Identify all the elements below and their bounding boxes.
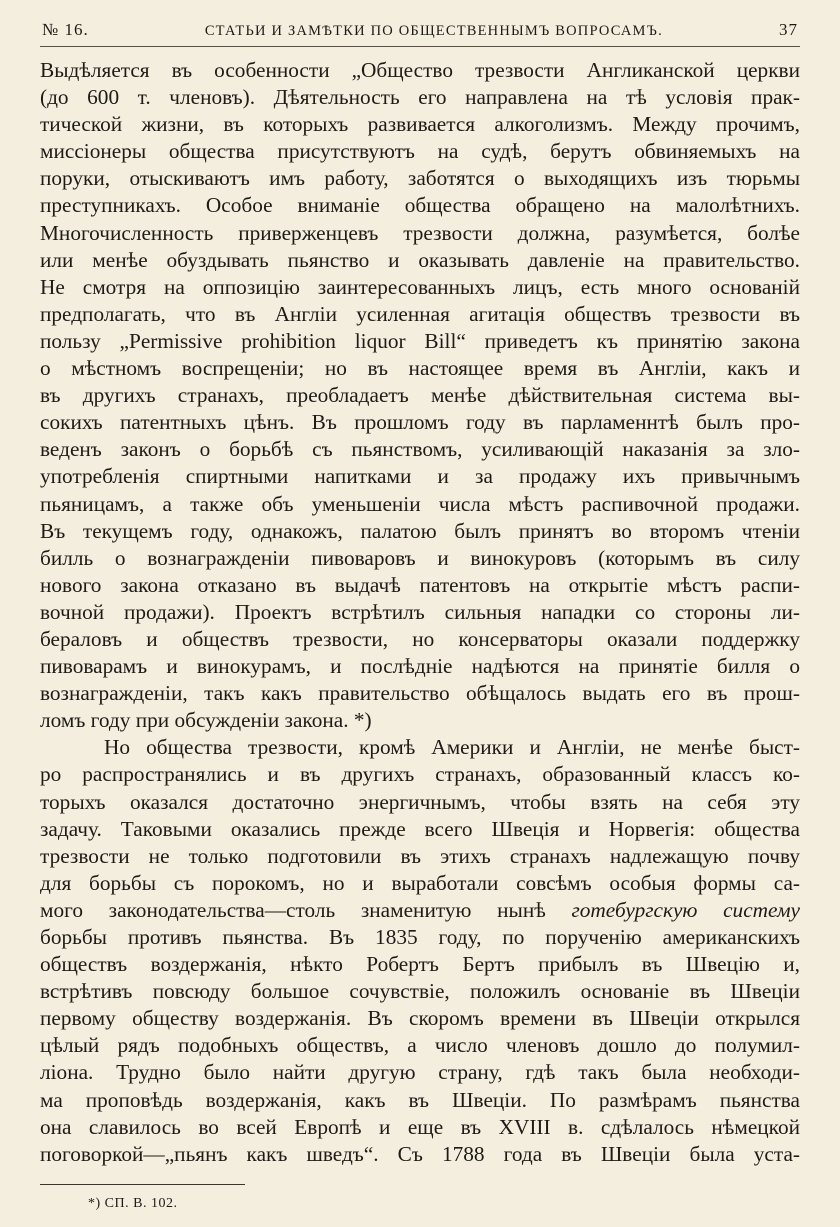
text-line: пивоварамъ и винокурамъ, и послѣдніе надѣются на принятіе билля о (40, 654, 800, 679)
text-line: Но общества трезвости, кромѣ Америки и Англіи, не менѣе быст- (104, 735, 800, 760)
text-line: тической жизни, въ которыхъ развивается алкоголизмъ. Между прочимъ, (40, 112, 800, 137)
text-line: встрѣтивъ повсюду большое сочувствіе, положилъ основаніе въ Швеціи (40, 979, 800, 1004)
emphasis: готебургскую систему (571, 897, 800, 922)
text-line: ро распространялись и въ другихъ странахъ, образованный классъ ко- (40, 762, 800, 787)
text-line: цѣлый рядъ подобныхъ обществъ, а число членовъ дошло до полумил- (40, 1033, 800, 1058)
text-line: преступникахъ. Особое вниманіе общества обращено на малолѣтнихъ. (40, 193, 800, 218)
text-line: обществъ воздержанія, нѣкто Робертъ Бертъ прибылъ въ Швецію и, (40, 952, 800, 977)
text-line: для борьбы съ порокомъ, но и выработали совсѣмъ особыя формы са- (40, 870, 800, 895)
text-line: поговоркой—„пьянъ какъ шведъ“. Съ 1788 года въ Швеціи была уста- (40, 1141, 800, 1166)
text-line: Многочисленность приверженцевъ трезвости должна, разумѣется, болѣе (40, 220, 800, 245)
text-line: пользу „Permissive prohibition liquor Bill“ приведетъ къ принятію закона (40, 328, 800, 353)
text-line: миссіонеры общества присутствуютъ на судѣ, берутъ обвиняемыхъ на (40, 139, 800, 164)
text-line: Не смотря на оппозицію заинтересованныхъ лицъ, есть много основаній (40, 274, 800, 299)
page-number: 37 (778, 20, 798, 39)
text-line: вознагражденіи, такъ какъ правительство обѣщалось выдать его въ прош- (40, 681, 800, 706)
text-line: билль о вознагражденіи пивоваровъ и винокуровъ (которымъ въ силу (40, 545, 800, 570)
text-line: трезвости не только подготовили въ этихъ странахъ надлежащую почву (40, 843, 800, 868)
text-line: задачу. Таковыми оказались прежде всего Швеція и Норвегія: общества (40, 816, 800, 841)
text-line: сокихъ патентныхъ цѣнъ. Въ прошломъ году въ парламеннтѣ былъ про- (40, 410, 800, 435)
text-line: бераловъ и обществъ трезвости, но консерваторы оказали поддержку (40, 626, 800, 651)
text-line: или менѣе обуздывать пьянство и оказывать давленіе на правительство. (40, 247, 800, 272)
text-line: ліона. Трудно было найти другую страну, гдѣ такъ была необходи- (40, 1060, 800, 1085)
text-line: (до 600 т. членовъ). Дѣятельность его направлена на тѣ условія прак- (40, 85, 800, 110)
footnote-rule (40, 1184, 245, 1185)
text-line: въ другихъ странахъ, преобладаетъ менѣе дѣйствительная система вы- (40, 383, 800, 408)
text-line: нового закона отказано въ выдачѣ патентовъ на открытіе мѣстъ распи- (40, 572, 800, 597)
text-line: употребленія спиртными напитками и за продажу ихъ привычнымъ (40, 464, 800, 489)
text-line: пьяницамъ, а также объ уменьшеніи числа мѣстъ распивочной продажи. (40, 491, 800, 516)
text-line: мого законодательства—столь знаменитую нынѣ готебургскую систему (40, 897, 800, 922)
text-line: первому обществу воздержанія. Въ скоромъ времени въ Швеціи открылся (40, 1006, 800, 1031)
running-header (40, 20, 800, 47)
text-line: вочной продажи). Проектъ встрѣтилъ сильныя нападки со стороны ли- (40, 599, 800, 624)
text-line: Въ текущемъ году, однакожъ, палатою былъ принятъ во второмъ чтеніи (40, 518, 800, 543)
text-line: предполагать, что въ Англіи усиленная агитація обществъ трезвости въ (40, 301, 800, 326)
text-line: ломъ году при обсужденіи закона. *) (40, 708, 372, 733)
running-title: СТАТЬИ И ЗАМѢТКИ ПО ОБЩЕСТВЕННЫМЪ ВОПРОСАМЪ. (204, 23, 663, 39)
text-line: борьбы противъ пьянства. Въ 1835 году, по порученію американскихъ (40, 925, 800, 949)
text-line: Выдѣляется въ особенности „Общество трезвости Англиканской церкви (40, 58, 800, 82)
text-line: поруки, отыскиваютъ имъ работу, заботятся о выходящихъ изъ тюрьмы (40, 166, 800, 191)
text-line: веденъ законъ о борьбѣ съ пьянствомъ, усиливающій наказанія за зло- (40, 437, 800, 462)
footnote: *) СП. В. 102. (88, 1196, 178, 1211)
text-line: она славилось во всей Европѣ и еще въ XVIII в. сдѣлалось нѣмецкой (40, 1114, 800, 1139)
text-line: ма проповѣдь воздержанія, какъ въ Швеціи. По размѣрамъ пьянства (40, 1087, 800, 1112)
body-text (40, 57, 800, 1168)
text-line: о мѣстномъ воспрещеніи; но въ настоящее время въ Англіи, какъ и (40, 356, 800, 381)
issue-number: № 16. (42, 20, 89, 39)
text-line: торыхъ оказался достаточно энергичнымъ, чтобы взять на себя эту (40, 789, 800, 814)
